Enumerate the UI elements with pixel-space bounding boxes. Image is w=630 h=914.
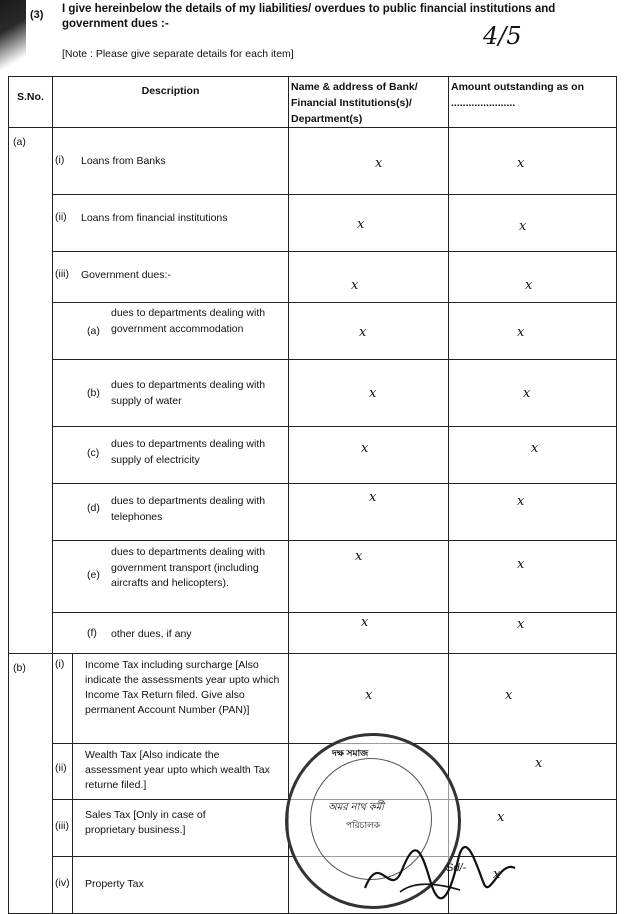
col-header-name-address: Name & address of Bank/ Financial Institutions(s)/ Department(s) (289, 77, 449, 128)
description-text: Loans from financial institutions (81, 212, 228, 224)
name-cell (289, 252, 449, 303)
sub-index: (c) (87, 447, 100, 459)
scan-corner-shadow (0, 0, 26, 80)
nil-mark: x (361, 615, 369, 630)
table-row (9, 360, 617, 427)
sub-index: (a) (87, 325, 100, 337)
item-number: (3) (30, 9, 44, 21)
nil-mark: x (531, 441, 539, 456)
description-cell (53, 360, 289, 427)
description-cell (73, 857, 289, 914)
col-header-amount: Amount outstanding as on ...................... (449, 77, 617, 128)
description-cell (73, 654, 289, 744)
table-row (9, 128, 617, 195)
nil-mark: x (505, 688, 513, 703)
description-text: dues to departments dealing with supply of electricity (111, 438, 266, 466)
table-row (9, 541, 617, 613)
roman-cell (53, 857, 73, 914)
roman-index: (iv) (55, 877, 70, 889)
description-cell (73, 800, 289, 857)
table-row (9, 484, 617, 541)
sub-index: (d) (87, 502, 100, 514)
description-text: Income Tax including surcharge [Also indicate the assessments year upto which Income Tax Return filed. Give also permanent Account Number (PAN)] (85, 659, 280, 716)
name-cell (289, 484, 449, 541)
amount-cell (449, 195, 617, 252)
signature-label: Sd/- (446, 862, 467, 874)
nil-mark: x (517, 557, 525, 572)
nil-mark: x (493, 867, 501, 882)
description-text: dues to departments dealing with telephones (111, 495, 266, 523)
nil-mark: x (359, 325, 367, 340)
sub-index: (b) (87, 387, 100, 399)
name-cell (289, 427, 449, 484)
amount-cell (449, 654, 617, 744)
handwritten-signature (360, 840, 520, 900)
description-cell (73, 744, 289, 800)
roman-index: (iii) (55, 820, 69, 832)
roman-index: (ii) (55, 762, 67, 774)
nil-mark: x (535, 756, 543, 771)
roman-index: (iii) (55, 268, 69, 280)
table-row (9, 654, 617, 744)
table-row (9, 303, 617, 360)
table-row (9, 252, 617, 303)
name-cell (289, 360, 449, 427)
nil-mark: x (519, 219, 527, 234)
table-row (9, 613, 617, 654)
roman-cell (53, 744, 73, 800)
roman-index: (i) (55, 658, 65, 670)
table-row (9, 427, 617, 484)
intro-statement: I give hereinbelow the details of my liabilities/ overdues to public financial institutions and government dues :- (62, 3, 556, 30)
nil-mark: x (351, 278, 359, 293)
amount-cell (449, 303, 617, 360)
name-cell (289, 541, 449, 613)
nil-mark: x (517, 156, 525, 171)
col-header-description: Description (53, 77, 289, 128)
group-b-label: (b) (9, 654, 53, 914)
description-cell (53, 613, 289, 654)
col-header-sno: S.No. (9, 77, 53, 128)
sub-index: (e) (87, 569, 100, 581)
amount-cell (449, 744, 617, 800)
amount-cell (449, 427, 617, 484)
table-row (9, 195, 617, 252)
nil-mark: x (365, 688, 373, 703)
note-text: [Note : Please give separate details for each item] (62, 48, 294, 60)
description-text: dues to departments dealing with government transport (including aircrafts and helicopters). (111, 546, 266, 589)
description-cell (53, 195, 289, 252)
nil-mark: x (497, 810, 505, 825)
amount-cell (449, 252, 617, 303)
amount-cell (449, 541, 617, 613)
roman-index: (ii) (55, 211, 67, 223)
description-text: dues to departments dealing with government accommodation (111, 307, 266, 335)
description-text: Government dues:- (81, 269, 171, 281)
table-header-row (9, 77, 617, 128)
group-a-label: (a) (9, 128, 53, 654)
nil-mark: x (355, 549, 363, 564)
seal-name-text: অমর নাথ কর্মী (328, 802, 385, 813)
nil-mark: x (369, 386, 377, 401)
amount-cell (449, 613, 617, 654)
description-text: Loans from Banks (81, 155, 166, 167)
description-cell (53, 252, 289, 303)
description-text: Property Tax (85, 878, 144, 890)
amount-cell (449, 128, 617, 195)
name-cell (289, 654, 449, 744)
roman-cell (53, 800, 73, 857)
nil-mark: x (357, 217, 365, 232)
description-cell (53, 541, 289, 613)
description-cell (53, 303, 289, 360)
nil-mark: x (523, 386, 531, 401)
nil-mark: x (361, 441, 369, 456)
description-text: Wealth Tax [Also indicate the assessment year upto which wealth Tax returne filed.] (85, 749, 270, 791)
roman-cell (53, 654, 73, 744)
description-cell (53, 427, 289, 484)
seal-designation-text: পরিচালক (346, 820, 381, 830)
name-cell (289, 613, 449, 654)
description-text: other dues, if any (111, 628, 192, 640)
description-text: Sales Tax [Only in case of proprietary business.] (85, 809, 206, 836)
description-text: dues to departments dealing with supply of water (111, 379, 266, 407)
name-cell (289, 195, 449, 252)
handwritten-page-number: 4/5 (483, 22, 522, 50)
nil-mark: x (525, 278, 533, 293)
amount-cell (449, 484, 617, 541)
nil-mark: x (517, 617, 525, 632)
nil-mark: x (517, 325, 525, 340)
amount-cell (449, 360, 617, 427)
name-cell (289, 128, 449, 195)
roman-index: (i) (55, 154, 65, 166)
description-cell (53, 484, 289, 541)
name-cell (289, 303, 449, 360)
sub-index: (f) (87, 627, 97, 639)
nil-mark: x (375, 156, 383, 171)
nil-mark: x (369, 490, 377, 505)
seal-top-text: দক্ষ সমাজ (332, 748, 369, 758)
description-cell (53, 128, 289, 195)
nil-mark: x (517, 494, 525, 509)
